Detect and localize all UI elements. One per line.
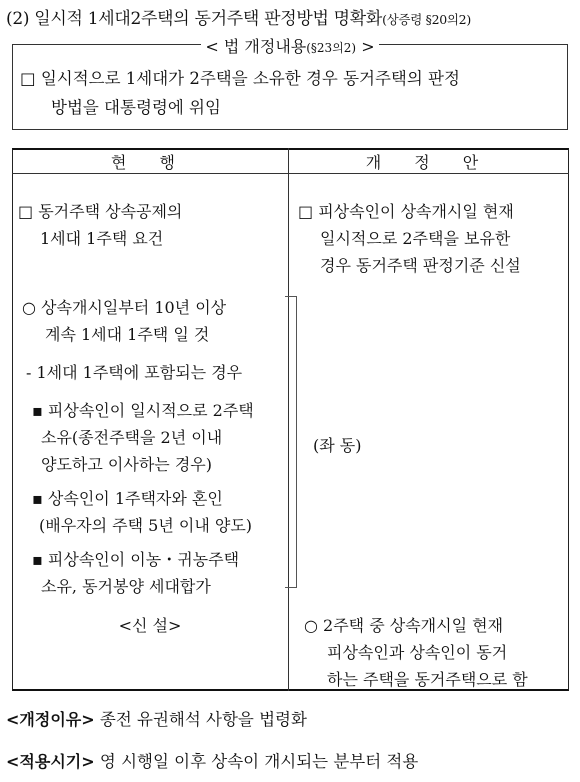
current-item1 — [18, 198, 182, 252]
revision-reason — [6, 706, 307, 730]
reason-label: <개정이유> — [6, 710, 95, 729]
section-title-main: (2) 일시적 1세대2주택의 동거주택 판정방법 명확화 — [6, 9, 383, 29]
current-item2 — [22, 294, 226, 348]
law-amendment-text — [20, 64, 565, 122]
law-text-line1: □ 일시적으로 1세대가 2주택을 소유한 경우 동거주택의 판정 — [20, 69, 460, 88]
header-revised: 개 정 안 — [365, 153, 493, 172]
current-bullet1-line1: ▪ 피상속인이 일시적으로 2주택 — [32, 401, 254, 420]
revised-item1 — [298, 198, 521, 279]
application-timing — [6, 748, 418, 772]
revised-item1-line3: 경우 동거주택 판정기준 신설 — [320, 256, 521, 275]
revised-item2-line3: 하는 주택을 동거주택으로 함 — [327, 670, 528, 689]
law-label-text: < 법 개정내용 — [205, 37, 307, 56]
current-bullet1-line2: 소유(종전주택을 2년 이내 — [41, 428, 223, 447]
table-header-divider — [12, 173, 569, 174]
revised-item2-line1: ○ 2주택 중 상속개시일 현재 — [304, 616, 504, 635]
law-amendment-label — [0, 34, 580, 57]
current-item1-line2: 1세대 1주택 요건 — [40, 229, 164, 248]
current-bullet1 — [32, 397, 254, 478]
current-bullet3 — [32, 546, 239, 600]
timing-label: <적용시기> — [6, 752, 95, 771]
section-title — [6, 4, 471, 29]
law-label-end: > — [361, 37, 375, 56]
current-bullet3-line1: ▪ 피상속인이 이농・귀농주택 — [32, 550, 240, 569]
revised-item2 — [304, 612, 528, 693]
current-item1-line1: □ 동거주택 상속공제의 — [18, 202, 183, 221]
revised-item1-line1: □ 피상속인이 상속개시일 현재 — [298, 202, 514, 221]
current-bullet2-line1: ▪ 상속인이 1주택자와 혼인 — [32, 489, 223, 508]
grouping-bracket — [285, 296, 297, 588]
revised-same-as-left: (좌 동) — [313, 436, 362, 455]
revised-item2-line2: 피상속인과 상속인이 동거 — [327, 643, 508, 662]
current-bullet1-line3: 양도하고 이사하는 경우) — [41, 455, 212, 474]
law-text-line2: 방법을 대통령령에 위임 — [51, 98, 221, 117]
section-title-ref: (상증령 §20의2) — [382, 12, 471, 27]
current-bullet2 — [32, 485, 252, 539]
current-item2-line2: 계속 1세대 1주택 일 것 — [45, 325, 210, 344]
reason-text: 종전 유권해석 사항을 법령화 — [99, 710, 307, 729]
current-bullet2-line2: (배우자의 주택 5년 이내 양도) — [39, 516, 253, 535]
current-item2-line1: ○ 상속개시일부터 10년 이상 — [22, 298, 227, 317]
revised-item1-line2: 일시적으로 2주택을 보유한 — [320, 229, 511, 248]
current-new-marker: <신 설> — [118, 616, 182, 635]
current-item3: - 1세대 1주택에 포함되는 경우 — [26, 363, 243, 382]
law-label-ref: (§23의2) — [306, 41, 357, 55]
current-bullet3-line2: 소유, 동거봉양 세대합가 — [41, 577, 211, 596]
header-current: 현 행 — [111, 153, 189, 172]
timing-text: 영 시행일 이후 상속이 개시되는 분부터 적용 — [99, 752, 419, 771]
